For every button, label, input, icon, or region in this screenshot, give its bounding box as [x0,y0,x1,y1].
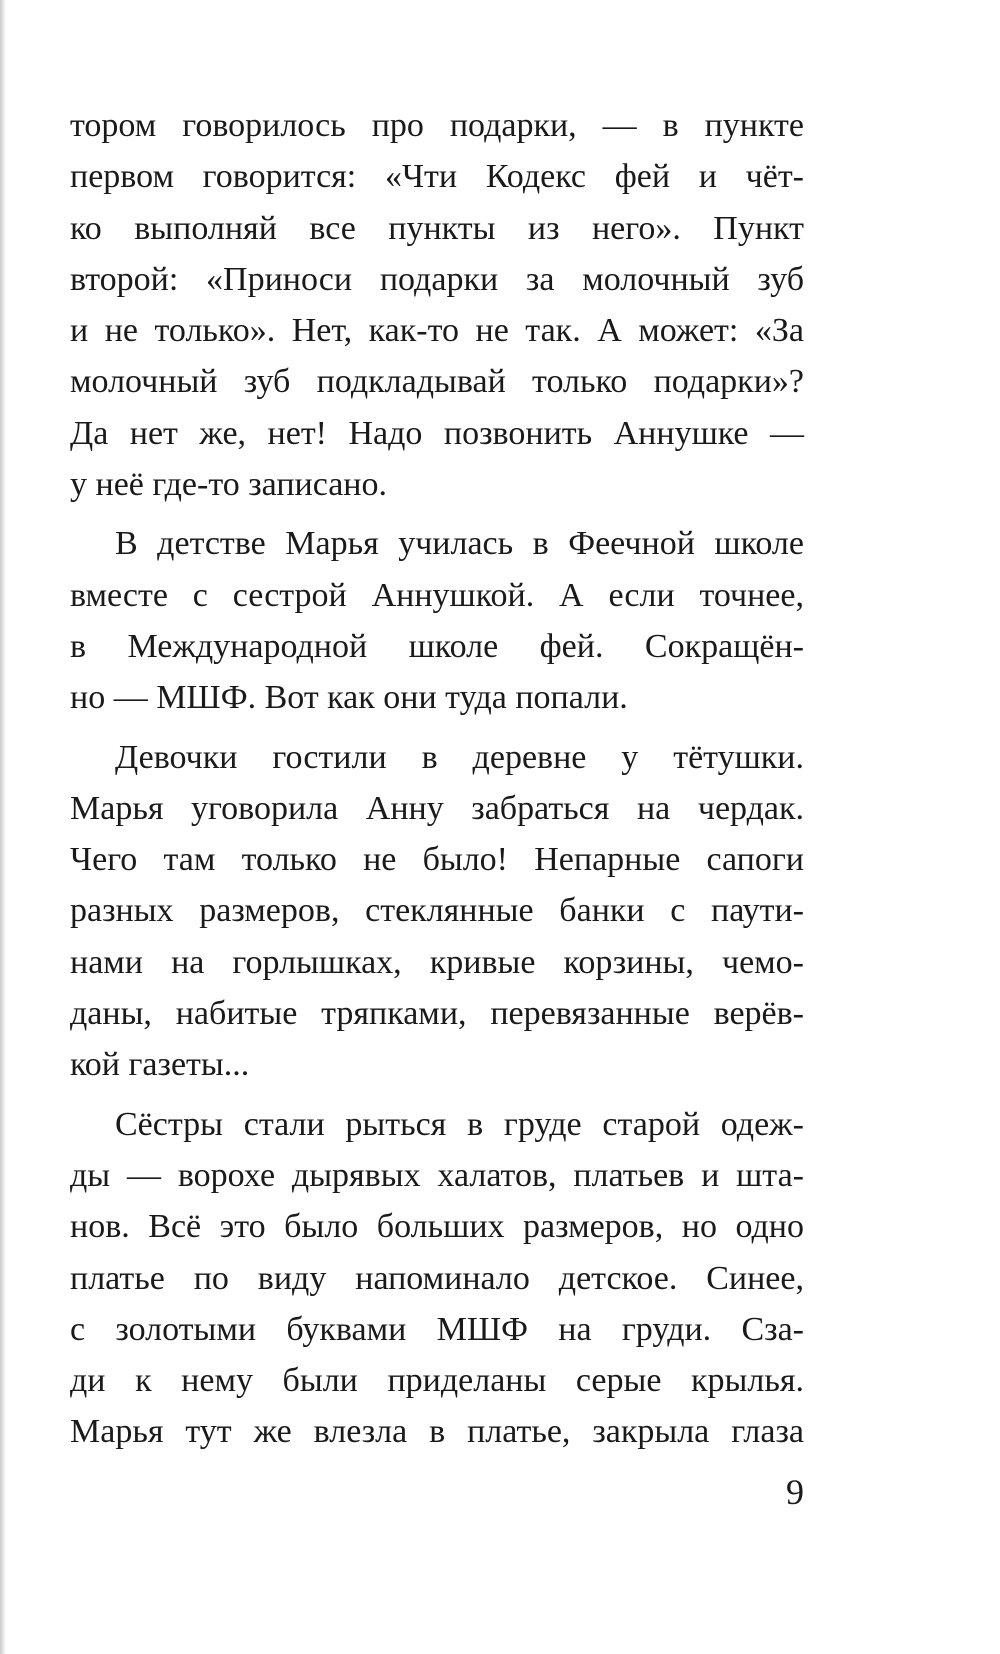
text-line: Марья тут же влезла в платье, закрыла глаза [70,1413,804,1451]
page-number: 9 [786,1472,804,1512]
text-line: Девочки гостили в деревне у тётушки. [115,738,804,776]
text-line: с золотыми буквами МШФ на груди. Сза- [70,1310,804,1348]
text-line: нами на горлышках, кривые корзины, чемо- [70,943,804,981]
text-line: платье по виду напоминало детское. Синее, [70,1259,804,1297]
text-line: Да нет же, нет! Надо позвонить Аннушке — [70,414,804,452]
paragraph-2 [70,518,804,723]
text-line: ко выполняй все пункты из него». Пункт [70,209,804,247]
paragraph-1 [70,100,804,510]
text-line: ди к нему были приделаны серые крылья. [70,1362,804,1400]
text-line: и не только». Нет, как-то не так. А может: «За [70,312,804,350]
paragraph-3 [70,732,804,1091]
text-line: молочный зуб подкладывай только подарки»? [70,363,804,401]
text-line: разных размеров, стеклянные банки с паути- [70,892,804,930]
text-line: кой газеты... [70,1046,250,1084]
text-line: вместе с сестрой Аннушкой. А если точнее, [70,576,804,614]
text-line: Чего там только не было! Непарные сапоги [70,841,804,879]
page-edge-shadow [0,0,6,1654]
text-line: Сёстры стали рыться в груде старой одеж- [115,1105,804,1143]
body-text [70,100,804,1466]
text-line: ды — ворохе дырявых халатов, платьев и шта- [70,1156,804,1194]
text-line: в Международной школе фей. Сокращён- [70,627,804,665]
text-line: В детстве Марья училась в Феечной школе [115,525,804,563]
text-line: даны, набитые тряпками, перевязанные верёв- [70,995,804,1033]
text-line: нов. Всё это было больших размеров, но одно [70,1208,804,1246]
paragraph-4 [70,1099,804,1458]
text-line: Марья уговорила Анну забраться на чердак. [70,789,804,827]
text-line: тором говорилось про подарки, — в пункте [70,107,804,144]
text-line: первом говорится: «Чти Кодекс фей и чёт- [70,158,804,196]
text-line: у неё где-то записано. [70,466,388,504]
text-line: но — МШФ. Вот как они туда попали. [70,679,628,717]
text-line: второй: «Приноси подарки за молочный зуб [70,260,804,298]
